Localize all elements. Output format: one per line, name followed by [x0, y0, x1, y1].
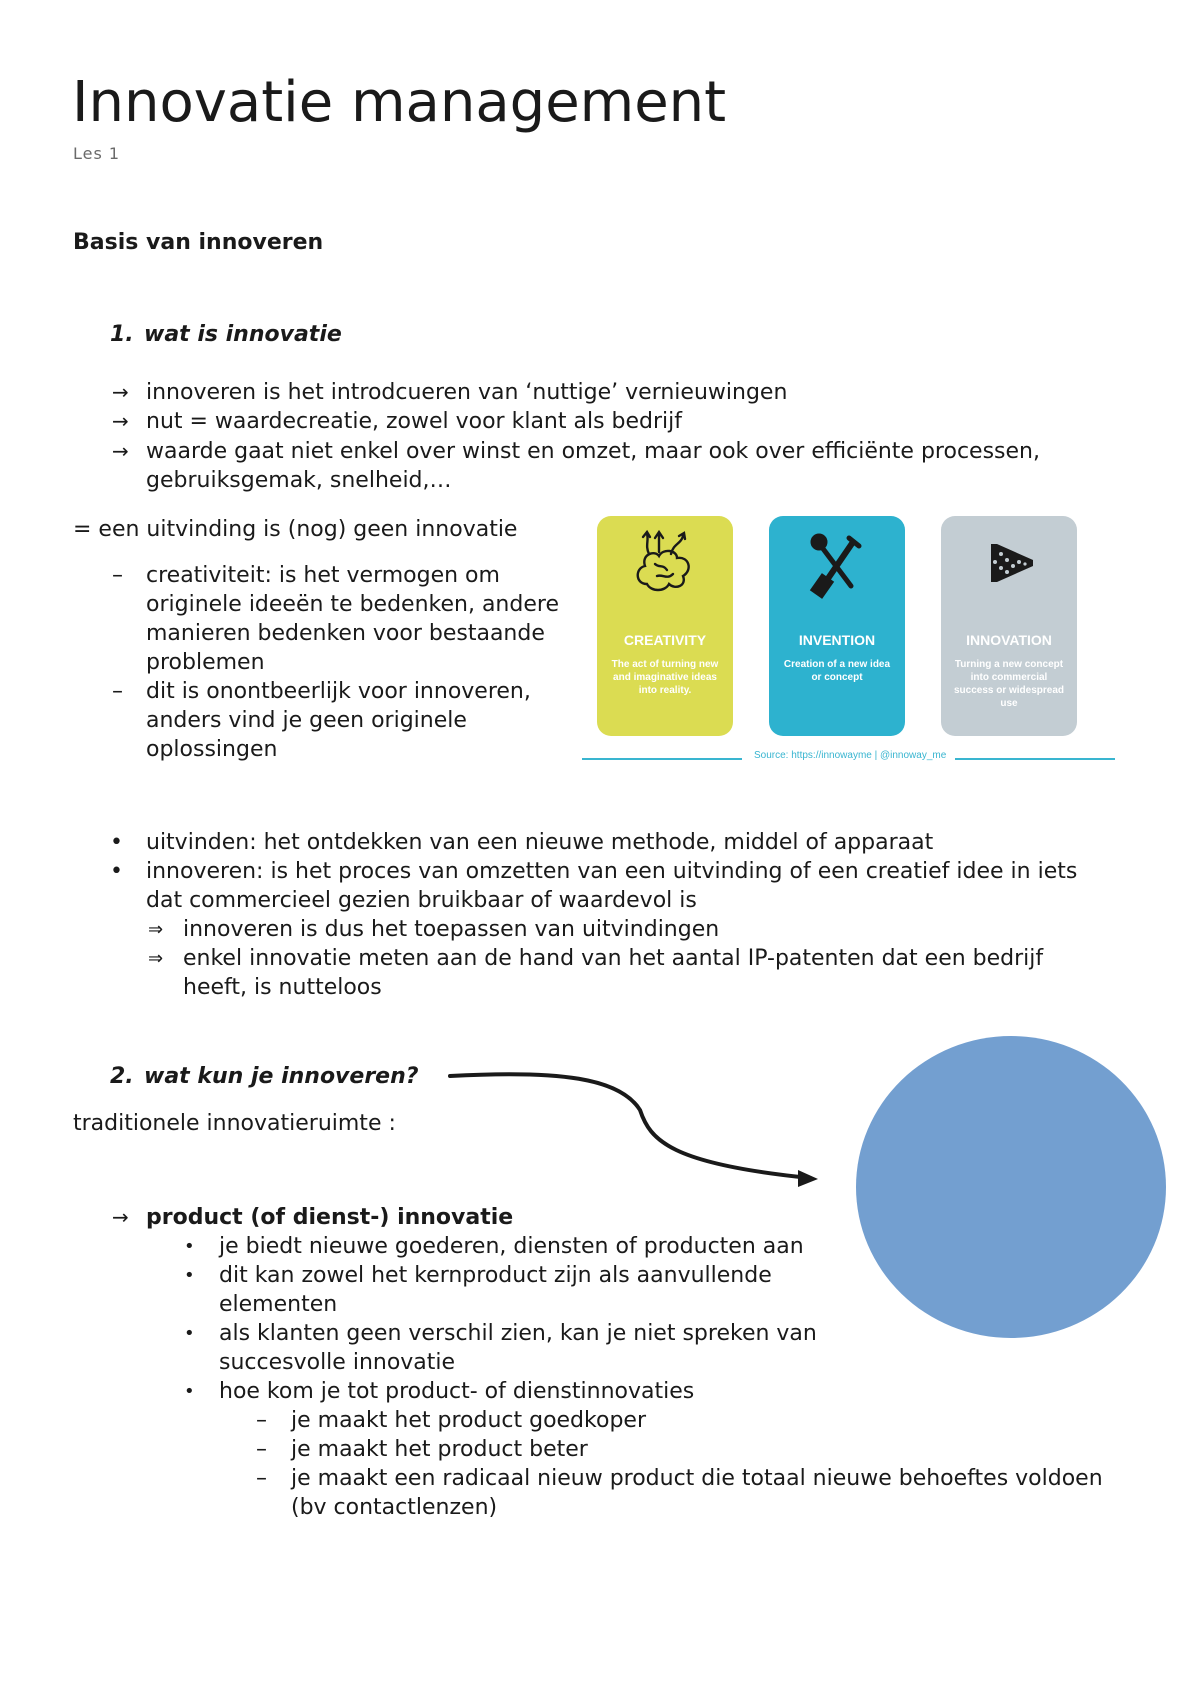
section2-heading	[110, 1064, 419, 1089]
section1-heading	[110, 322, 342, 347]
dash-icon: –	[112, 563, 123, 588]
dash-icon: –	[256, 1437, 267, 1462]
arrow-item-1: innoveren is het introdcueren van ‘nuttige’ vernieuwingen	[146, 380, 788, 405]
card-title: INNOVATION	[966, 632, 1052, 648]
implication-1: innoveren is dus het toepassen van uitvindingen	[183, 917, 720, 942]
section1-number: 1.	[110, 322, 134, 347]
dash-2-line-1: dit is onontbeerlijk voor innoveren,	[146, 679, 531, 704]
s2-bullet-4: hoe kom je tot product- of dienstinnovaties	[219, 1379, 695, 1404]
dash-2-line-3: oplossingen	[146, 737, 278, 762]
figure-source: Source: https://innowayme | @innoway_me	[754, 750, 947, 761]
arrow-item-2: nut = waardecreatie, zowel voor klant als bedrijf	[146, 409, 683, 434]
page-title: Innovatie management	[72, 70, 727, 135]
arrow-item-3: waarde gaat niet enkel over winst en omzet, maar ook over efficiënte processen,	[146, 439, 1040, 464]
arrow-icon: →	[112, 1205, 129, 1229]
bullet-icon: •	[184, 1323, 195, 1344]
section2-title: wat kun je innoveren?	[144, 1064, 419, 1089]
source-line-left	[582, 758, 742, 760]
dash-1-line-2: originele ideeën te bedenken, andere	[146, 592, 559, 617]
bullet-icon: •	[110, 830, 123, 855]
s2-bullet-3-line-1: als klanten geen verschil zien, kan je niet spreken van	[219, 1321, 817, 1346]
card-desc: The act of turning new and imaginative ideas into reality.	[611, 659, 719, 696]
dash-icon: –	[256, 1408, 267, 1433]
bullet-icon: •	[184, 1381, 195, 1402]
section2-intro: traditionele innovatieruimte :	[73, 1111, 396, 1136]
curved-arrow-icon	[440, 1060, 840, 1190]
s2-bullet-2-line-2: elementen	[219, 1292, 338, 1317]
card-innovation	[941, 516, 1077, 736]
card-invention	[769, 516, 905, 736]
dash-icon: –	[256, 1466, 267, 1491]
implication-2-line-2: heeft, is nutteloos	[183, 975, 382, 1000]
card-title: INVENTION	[798, 632, 876, 648]
dash-1-line-1: creativiteit: is het vermogen om	[146, 563, 500, 588]
blue-circle	[856, 1036, 1166, 1338]
s2-sub-3-line-2: (bv contactlenzen)	[291, 1495, 498, 1520]
s2-bullet-1: je biedt nieuwe goederen, diensten of producten aan	[219, 1234, 804, 1259]
dash-1-line-4: problemen	[146, 650, 265, 675]
s2-sub-1: je maakt het product goedkoper	[291, 1408, 646, 1433]
implies-icon: ⇒	[148, 919, 164, 940]
dash-1-line-3: manieren bedenken voor bestaande	[146, 621, 545, 646]
funnel-icon	[941, 524, 1077, 608]
source-line-right	[955, 758, 1115, 760]
implication-2-line-1: enkel innovatie meten aan de hand van het aantal IP-patenten dat een bedrijf	[183, 946, 1044, 971]
card-creativity	[597, 516, 733, 736]
section2-number: 2.	[110, 1064, 134, 1089]
dash-icon: –	[112, 679, 123, 704]
arrow-icon: →	[112, 439, 129, 463]
arrow-icon: →	[112, 380, 129, 404]
arrow-icon: →	[112, 409, 129, 433]
brain-icon	[597, 524, 733, 608]
arrow-item-3-cont: gebruiksgemak, snelheid,…	[146, 468, 452, 493]
implies-icon: ⇒	[148, 948, 164, 969]
s2-bullet-3-line-2: succesvolle innovatie	[219, 1350, 456, 1375]
card-desc: Creation of a new idea or concept	[783, 659, 891, 683]
s2-sub-2: je maakt het product beter	[291, 1437, 588, 1462]
bullet-icon: •	[110, 859, 123, 884]
s2-sub-3-line-1: je maakt een radicaal nieuw product die totaal nieuwe behoeftes voldoen	[291, 1466, 1103, 1491]
equation-line: = een uitvinding is (nog) geen innovatie	[73, 517, 518, 542]
bullet-2-line-1: innoveren: is het proces van omzetten van een uitvinding of een creatief idee in iets	[146, 859, 1078, 884]
bullet-2-line-2: dat commercieel gezien bruikbaar of waardevol is	[146, 888, 697, 913]
section1-title: wat is innovatie	[144, 322, 342, 347]
bullet-icon: •	[184, 1265, 195, 1286]
section-heading: Basis van innoveren	[73, 230, 324, 255]
page-subtitle: Les 1	[73, 144, 121, 163]
tools-icon	[769, 524, 905, 608]
product-innovation-heading: product (of dienst-) innovatie	[146, 1205, 514, 1230]
s2-bullet-2-line-1: dit kan zowel het kernproduct zijn als aanvullende	[219, 1263, 772, 1288]
bullet-icon: •	[184, 1236, 195, 1257]
bullet-1: uitvinden: het ontdekken van een nieuwe methode, middel of apparaat	[146, 830, 934, 855]
dash-2-line-2: anders vind je geen originele	[146, 708, 467, 733]
card-title: CREATIVITY	[623, 632, 707, 648]
card-desc: Turning a new concept into commercial success or widespread use	[953, 659, 1065, 709]
